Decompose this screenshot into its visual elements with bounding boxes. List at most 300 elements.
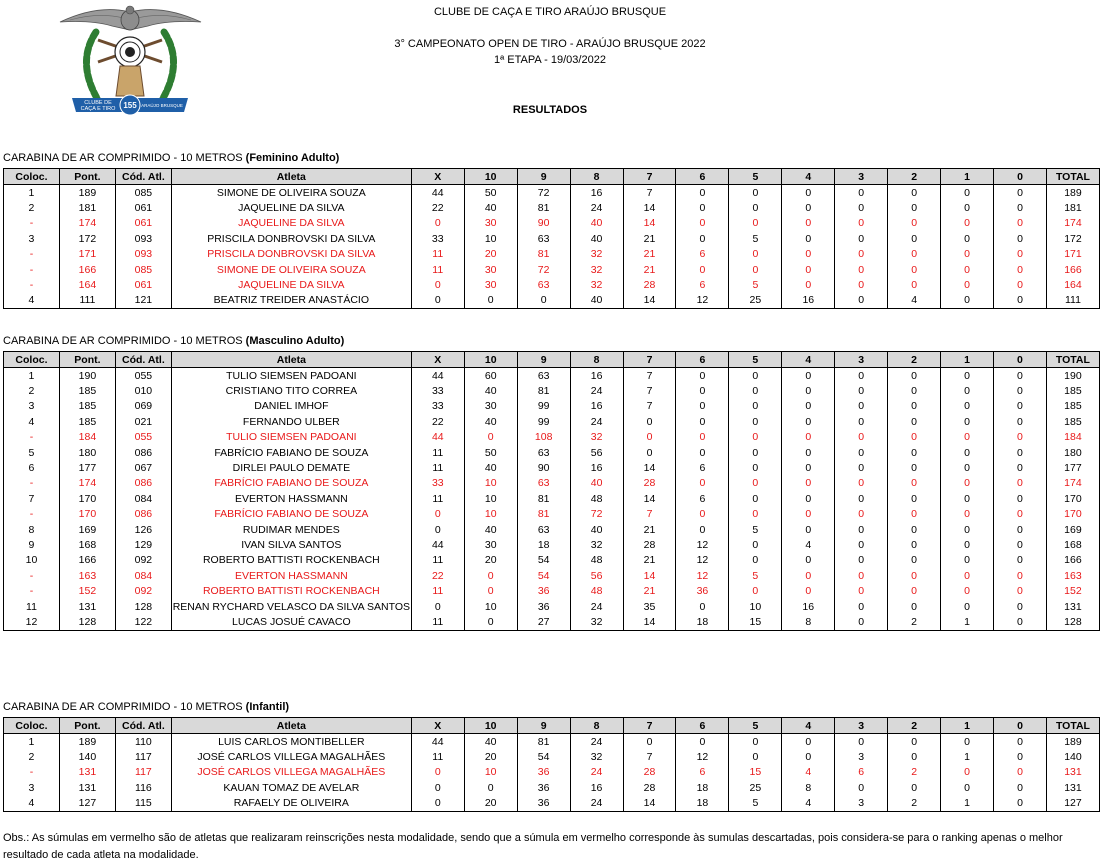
column-header-10: 10 xyxy=(464,352,517,368)
table-header-row xyxy=(4,352,1100,368)
cell-2: 0 xyxy=(888,185,941,201)
cell-1: 0 xyxy=(941,507,994,522)
cell-10: 30 xyxy=(464,216,517,231)
cell-1: 1 xyxy=(941,614,994,630)
cell-5: 5 xyxy=(729,277,782,292)
cell-pontuacao: 164 xyxy=(59,277,115,292)
cell-x: 44 xyxy=(411,185,464,201)
cell-9: 54 xyxy=(517,749,570,764)
cell-7: 21 xyxy=(623,522,676,537)
column-header-atleta: Atleta xyxy=(171,718,411,734)
cell-7: 14 xyxy=(623,460,676,475)
cell-8: 48 xyxy=(570,491,623,506)
cell-atleta: JAQUELINE DA SILVA xyxy=(171,277,411,292)
column-header-5: 5 xyxy=(729,718,782,734)
column-header-colocacao: Coloc. xyxy=(4,718,60,734)
cell-x: 44 xyxy=(411,368,464,384)
cell-atleta: DIRLEI PAULO DEMATE xyxy=(171,460,411,475)
cell-pontuacao: 166 xyxy=(59,262,115,277)
cell-0: 0 xyxy=(994,293,1047,309)
cell-4: 4 xyxy=(782,796,835,812)
cell-1: 0 xyxy=(941,491,994,506)
cell-total: 128 xyxy=(1046,614,1099,630)
cell-colocacao: - xyxy=(4,583,60,598)
column-header-7: 7 xyxy=(623,169,676,185)
cell-1: 0 xyxy=(941,460,994,475)
cell-x: 11 xyxy=(411,553,464,568)
cell-colocacao: - xyxy=(4,262,60,277)
cell-atleta: BEATRIZ TREIDER ANASTÁCIO xyxy=(171,293,411,309)
cell-8: 32 xyxy=(570,430,623,445)
cell-8: 32 xyxy=(570,277,623,292)
column-header-10: 10 xyxy=(464,169,517,185)
cell-5: 0 xyxy=(729,460,782,475)
cell-8: 16 xyxy=(570,185,623,201)
cell-1: 0 xyxy=(941,568,994,583)
cell-atleta: PRISCILA DONBROVSKI DA SILVA xyxy=(171,231,411,246)
results-table-infantil xyxy=(3,717,1100,812)
cell-9: 18 xyxy=(517,537,570,552)
cell-x: 11 xyxy=(411,262,464,277)
cell-total: 166 xyxy=(1046,262,1099,277)
cell-0: 0 xyxy=(994,749,1047,764)
cell-4: 0 xyxy=(782,507,835,522)
cell-2: 0 xyxy=(888,537,941,552)
cell-pontuacao: 184 xyxy=(59,430,115,445)
cell-x: 44 xyxy=(411,734,464,750)
cell-6: 0 xyxy=(676,200,729,215)
cell-6: 0 xyxy=(676,368,729,384)
cell-10: 40 xyxy=(464,414,517,429)
cell-1: 0 xyxy=(941,476,994,491)
cell-total: 189 xyxy=(1046,185,1099,201)
column-header-pontuacao: Pont. xyxy=(59,718,115,734)
cell-3: 0 xyxy=(835,216,888,231)
cell-3: 0 xyxy=(835,383,888,398)
cell-8: 24 xyxy=(570,765,623,780)
cell-x: 0 xyxy=(411,780,464,795)
cell-8: 16 xyxy=(570,780,623,795)
cell-3: 0 xyxy=(835,414,888,429)
cell-7: 28 xyxy=(623,476,676,491)
cell-8: 24 xyxy=(570,414,623,429)
cell-5: 0 xyxy=(729,491,782,506)
cell-10: 30 xyxy=(464,537,517,552)
table-row xyxy=(4,537,1100,552)
cell-0: 0 xyxy=(993,599,1046,614)
cell-codigo-atleta: 117 xyxy=(115,749,171,764)
cell-6: 18 xyxy=(676,614,729,630)
cell-1: 0 xyxy=(941,599,994,614)
column-header-colocacao: Coloc. xyxy=(4,169,60,185)
cell-10: 30 xyxy=(464,262,517,277)
cell-0: 0 xyxy=(994,262,1047,277)
cell-2: 0 xyxy=(888,383,941,398)
table-row xyxy=(4,445,1100,460)
cell-4: 0 xyxy=(782,476,835,491)
cell-x: 0 xyxy=(411,599,464,614)
cell-x: 11 xyxy=(411,491,464,506)
cell-atleta: JAQUELINE DA SILVA xyxy=(171,200,411,215)
cell-atleta: SIMONE DE OLIVEIRA SOUZA xyxy=(171,262,411,277)
cell-5: 0 xyxy=(729,368,782,384)
cell-total: 172 xyxy=(1046,231,1099,246)
cell-4: 0 xyxy=(782,216,835,231)
cell-x: 22 xyxy=(411,200,464,215)
cell-colocacao: 2 xyxy=(4,200,60,215)
cell-total: 168 xyxy=(1046,537,1099,552)
cell-codigo-atleta: 115 xyxy=(115,796,171,812)
cell-6: 6 xyxy=(676,765,729,780)
cell-3: 0 xyxy=(835,476,888,491)
cell-6: 18 xyxy=(676,796,729,812)
cell-8: 48 xyxy=(570,583,623,598)
cell-4: 0 xyxy=(782,491,835,506)
cell-7: 7 xyxy=(623,185,676,201)
cell-4: 0 xyxy=(782,460,835,475)
cell-10: 20 xyxy=(464,796,517,812)
cell-atleta: ROBERTO BATTISTI ROCKENBACH xyxy=(171,553,411,568)
table-row xyxy=(4,414,1100,429)
cell-7: 7 xyxy=(623,399,676,414)
cell-6: 0 xyxy=(676,262,729,277)
cell-atleta: FABRÍCIO FABIANO DE SOUZA xyxy=(171,507,411,522)
cell-2: 0 xyxy=(888,368,941,384)
cell-9: 63 xyxy=(517,445,570,460)
cell-x: 0 xyxy=(411,796,464,812)
cell-6: 0 xyxy=(676,430,729,445)
cell-5: 5 xyxy=(729,568,782,583)
cell-1: 0 xyxy=(941,368,994,384)
cell-x: 33 xyxy=(411,399,464,414)
cell-7: 0 xyxy=(623,734,676,750)
cell-0: 0 xyxy=(994,231,1047,246)
table-row xyxy=(4,522,1100,537)
cell-x: 11 xyxy=(411,247,464,262)
club-logo xyxy=(58,2,203,118)
column-header-7: 7 xyxy=(623,718,676,734)
cell-5: 15 xyxy=(729,765,782,780)
column-header-x: X xyxy=(411,718,464,734)
cell-colocacao: - xyxy=(4,476,60,491)
cell-1: 0 xyxy=(941,734,994,750)
cell-5: 0 xyxy=(729,445,782,460)
cell-9: 54 xyxy=(517,553,570,568)
cell-2: 0 xyxy=(888,476,941,491)
cell-8: 24 xyxy=(570,734,623,750)
cell-pontuacao: 177 xyxy=(59,460,115,475)
cell-3: 0 xyxy=(835,368,888,384)
cell-6: 0 xyxy=(676,507,729,522)
column-header-7: 7 xyxy=(623,352,676,368)
cell-4: 0 xyxy=(782,399,835,414)
cell-0: 0 xyxy=(993,476,1046,491)
cell-5: 15 xyxy=(729,614,782,630)
cell-10: 10 xyxy=(464,231,517,246)
cell-7: 0 xyxy=(623,445,676,460)
cell-4: 0 xyxy=(782,749,835,764)
cell-x: 11 xyxy=(411,460,464,475)
cell-0: 0 xyxy=(993,460,1046,475)
cell-atleta: SIMONE DE OLIVEIRA SOUZA xyxy=(171,185,411,201)
cell-4: 0 xyxy=(782,200,835,215)
cell-colocacao: 11 xyxy=(4,599,60,614)
cell-10: 40 xyxy=(464,522,517,537)
cell-x: 0 xyxy=(411,216,464,231)
cell-x: 44 xyxy=(411,430,464,445)
cell-pontuacao: 169 xyxy=(59,522,115,537)
footnote: Obs.: As súmulas em vermelho são de atletas que realizaram reinscrições nesta modalidade, sendo que a súmula em vermelho corresponde às sumulas descartadas, pois considera-se para o ranking apenas o melhor resultado de cada atleta na modalidade. xyxy=(3,832,1063,861)
cell-codigo-atleta: 116 xyxy=(115,780,171,795)
cell-10: 10 xyxy=(464,491,517,506)
cell-atleta: FABRÍCIO FABIANO DE SOUZA xyxy=(171,476,411,491)
table-row-discarded xyxy=(4,568,1100,583)
cell-total: 164 xyxy=(1046,277,1099,292)
cell-9: 36 xyxy=(517,599,570,614)
table-header-row xyxy=(4,718,1100,734)
cell-x: 11 xyxy=(411,749,464,764)
cell-2: 0 xyxy=(888,445,941,460)
cell-pontuacao: 174 xyxy=(59,476,115,491)
cell-0: 0 xyxy=(993,414,1046,429)
cell-7: 14 xyxy=(623,293,676,309)
cell-colocacao: 6 xyxy=(4,460,60,475)
cell-pontuacao: 174 xyxy=(59,216,115,231)
cell-6: 6 xyxy=(676,491,729,506)
cell-7: 7 xyxy=(623,368,676,384)
cell-total: 131 xyxy=(1046,765,1099,780)
cell-6: 0 xyxy=(676,522,729,537)
cell-8: 72 xyxy=(570,507,623,522)
cell-pontuacao: 128 xyxy=(59,614,115,630)
cell-total: 163 xyxy=(1046,568,1099,583)
cell-colocacao: 4 xyxy=(4,796,60,812)
cell-4: 4 xyxy=(782,765,835,780)
cell-pontuacao: 166 xyxy=(59,553,115,568)
cell-3: 0 xyxy=(835,522,888,537)
table-row-discarded xyxy=(4,216,1100,231)
cell-codigo-atleta: 084 xyxy=(115,491,171,506)
cell-0: 0 xyxy=(993,445,1046,460)
table-row-discarded xyxy=(4,247,1100,262)
cell-10: 60 xyxy=(464,368,517,384)
cell-3: 0 xyxy=(835,262,888,277)
cell-8: 40 xyxy=(570,216,623,231)
column-header-3: 3 xyxy=(835,718,888,734)
cell-4: 8 xyxy=(782,614,835,630)
cell-total: 170 xyxy=(1046,507,1099,522)
cell-2: 0 xyxy=(888,599,941,614)
cell-codigo-atleta: 085 xyxy=(115,185,171,201)
cell-5: 0 xyxy=(729,537,782,552)
column-header-9: 9 xyxy=(517,718,570,734)
cell-x: 22 xyxy=(411,414,464,429)
cell-colocacao: 9 xyxy=(4,537,60,552)
cell-10: 0 xyxy=(464,614,517,630)
table-row-discarded xyxy=(4,583,1100,598)
column-header-pontuacao: Pont. xyxy=(59,169,115,185)
cell-total: 174 xyxy=(1046,476,1099,491)
results-title: RESULTADOS xyxy=(512,104,588,116)
cell-5: 0 xyxy=(729,583,782,598)
cell-colocacao: - xyxy=(4,430,60,445)
cell-1: 0 xyxy=(941,430,994,445)
cell-colocacao: 12 xyxy=(4,614,60,630)
column-header-2: 2 xyxy=(888,169,941,185)
cell-6: 0 xyxy=(676,216,729,231)
cell-1: 0 xyxy=(941,583,994,598)
cell-0: 0 xyxy=(993,383,1046,398)
cell-4: 16 xyxy=(782,599,835,614)
column-header-atleta: Atleta xyxy=(171,352,411,368)
cell-2: 2 xyxy=(888,614,941,630)
cell-pontuacao: 189 xyxy=(59,185,115,201)
cell-x: 22 xyxy=(411,568,464,583)
cell-codigo-atleta: 122 xyxy=(115,614,171,630)
cell-total: 185 xyxy=(1046,399,1099,414)
cell-5: 0 xyxy=(729,476,782,491)
svg-text:CAÇA E TIRO: CAÇA E TIRO xyxy=(80,106,116,112)
cell-colocacao: 4 xyxy=(4,293,60,309)
cell-codigo-atleta: 061 xyxy=(115,200,171,215)
cell-0: 0 xyxy=(993,507,1046,522)
cell-total: 184 xyxy=(1046,430,1099,445)
cell-7: 21 xyxy=(623,247,676,262)
cell-10: 10 xyxy=(464,476,517,491)
cell-0: 0 xyxy=(993,537,1046,552)
cell-6: 0 xyxy=(676,599,729,614)
cell-9: 90 xyxy=(517,216,570,231)
cell-5: 10 xyxy=(729,599,782,614)
cell-2: 0 xyxy=(888,583,941,598)
cell-atleta: RAFAELY DE OLIVEIRA xyxy=(171,796,411,812)
cell-1: 0 xyxy=(941,522,994,537)
cell-7: 21 xyxy=(623,583,676,598)
cell-4: 0 xyxy=(782,277,835,292)
cell-x: 33 xyxy=(411,383,464,398)
cell-8: 32 xyxy=(570,247,623,262)
cell-7: 28 xyxy=(623,765,676,780)
cell-5: 0 xyxy=(729,414,782,429)
cell-3: 3 xyxy=(835,796,888,812)
cell-1: 0 xyxy=(941,262,994,277)
cell-7: 21 xyxy=(623,262,676,277)
cell-colocacao: - xyxy=(4,568,60,583)
cell-1: 0 xyxy=(941,293,994,309)
cell-2: 0 xyxy=(888,491,941,506)
cell-3: 3 xyxy=(835,749,888,764)
cell-2: 0 xyxy=(888,414,941,429)
cell-6: 12 xyxy=(676,553,729,568)
cell-2: 0 xyxy=(888,553,941,568)
cell-2: 0 xyxy=(888,277,941,292)
cell-8: 40 xyxy=(570,293,623,309)
column-header-6: 6 xyxy=(676,169,729,185)
cell-x: 44 xyxy=(411,537,464,552)
cell-10: 50 xyxy=(464,185,517,201)
cell-10: 30 xyxy=(464,399,517,414)
cell-1: 0 xyxy=(941,383,994,398)
cell-1: 0 xyxy=(941,765,994,780)
cell-codigo-atleta: 086 xyxy=(115,476,171,491)
cell-9: 63 xyxy=(517,368,570,384)
cell-5: 5 xyxy=(729,231,782,246)
cell-8: 40 xyxy=(570,231,623,246)
cell-colocacao: 5 xyxy=(4,445,60,460)
cell-0: 0 xyxy=(994,796,1047,812)
cell-9: 27 xyxy=(517,614,570,630)
table-row-discarded xyxy=(4,476,1100,491)
cell-pontuacao: 111 xyxy=(59,293,115,309)
column-header-10: 10 xyxy=(464,718,517,734)
cell-8: 16 xyxy=(570,460,623,475)
cell-total: 152 xyxy=(1046,583,1099,598)
cell-codigo-atleta: 055 xyxy=(115,430,171,445)
table-header-row xyxy=(4,169,1100,185)
cell-7: 21 xyxy=(623,553,676,568)
cell-9: 81 xyxy=(517,247,570,262)
cell-5: 0 xyxy=(729,185,782,201)
cell-total: 131 xyxy=(1046,599,1099,614)
cell-0: 0 xyxy=(993,568,1046,583)
section-title-feminino: CARABINA DE AR COMPRIMIDO - 10 METROS (Feminino Adulto) xyxy=(3,152,340,164)
cell-total: 140 xyxy=(1046,749,1099,764)
cell-8: 16 xyxy=(570,368,623,384)
cell-2: 0 xyxy=(888,780,941,795)
cell-5: 0 xyxy=(729,399,782,414)
cell-9: 99 xyxy=(517,414,570,429)
cell-1: 1 xyxy=(941,749,994,764)
column-header-9: 9 xyxy=(517,352,570,368)
cell-9: 0 xyxy=(517,293,570,309)
cell-2: 0 xyxy=(888,507,941,522)
cell-1: 0 xyxy=(941,277,994,292)
cell-codigo-atleta: 093 xyxy=(115,247,171,262)
cell-0: 0 xyxy=(994,247,1047,262)
cell-5: 5 xyxy=(729,522,782,537)
cell-8: 32 xyxy=(570,262,623,277)
club-name: CLUBE DE CAÇA E TIRO ARAÚJO BRUSQUE xyxy=(433,6,667,18)
cell-pontuacao: 131 xyxy=(59,599,115,614)
cell-7: 28 xyxy=(623,537,676,552)
cell-5: 0 xyxy=(729,430,782,445)
cell-codigo-atleta: 010 xyxy=(115,383,171,398)
cell-atleta: JOSÉ CARLOS VILLEGA MAGALHÃES xyxy=(171,749,411,764)
cell-5: 5 xyxy=(729,796,782,812)
column-header-1: 1 xyxy=(941,169,994,185)
cell-atleta: FABRÍCIO FABIANO DE SOUZA xyxy=(171,445,411,460)
table-row xyxy=(4,231,1100,246)
cell-2: 0 xyxy=(888,247,941,262)
column-header-codigo-atleta: Cód. Atl. xyxy=(115,718,171,734)
cell-x: 11 xyxy=(411,614,464,630)
cell-1: 0 xyxy=(941,247,994,262)
column-header-atleta: Atleta xyxy=(171,169,411,185)
cell-codigo-atleta: 086 xyxy=(115,507,171,522)
table-row-discarded xyxy=(4,765,1100,780)
cell-codigo-atleta: 086 xyxy=(115,445,171,460)
cell-7: 0 xyxy=(623,430,676,445)
cell-pontuacao: 131 xyxy=(59,780,115,795)
column-header-5: 5 xyxy=(729,169,782,185)
cell-9: 81 xyxy=(517,383,570,398)
cell-3: 0 xyxy=(835,185,888,201)
cell-atleta: EVERTON HASSMANN xyxy=(171,491,411,506)
cell-colocacao: 1 xyxy=(4,185,60,201)
cell-6: 0 xyxy=(676,231,729,246)
cell-3: 0 xyxy=(835,734,888,750)
cell-4: 0 xyxy=(782,583,835,598)
